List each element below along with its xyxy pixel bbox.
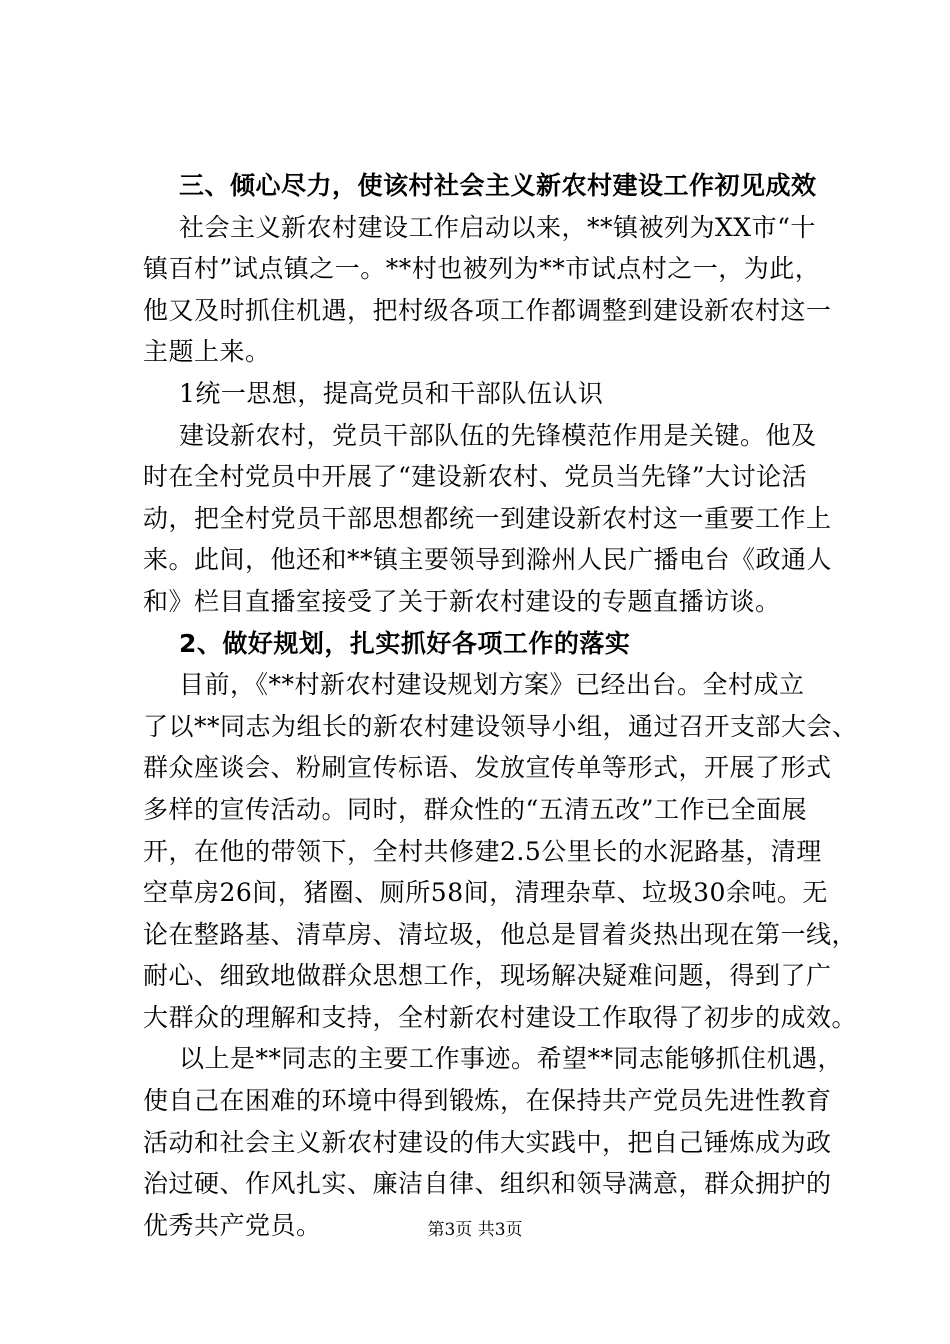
paragraph-line: 使自己在困难的环境中得到锻炼，在保持共产党员先进性教育 xyxy=(143,1086,832,1116)
paragraph-line: 群众座谈会、粉刷宣传标语、发放宣传单等形式，开展了形式 xyxy=(143,753,832,783)
paragraph-line: 空草房26间，猪圈、厕所58间，清理杂草、垃圾30余吨。无 xyxy=(143,878,828,908)
paragraph-line: 他又及时抓住机遇，把村级各项工作都调整到建设新农村这一 xyxy=(143,295,832,325)
paragraph-line: 目前，《**村新农村建设规划方案》已经出台。全村成立 xyxy=(179,670,805,700)
paragraph-line: 大群众的理解和支持，全村新农村建设工作取得了初步的成效。 xyxy=(143,1002,858,1032)
paragraph-line: 优秀共产党员。 xyxy=(143,1210,322,1240)
paragraph-line: 时在全村党员中开展了“建设新农村、党员当先锋”大讨论活 xyxy=(143,462,808,492)
paragraph-line: 了以**同志为组长的新农村建设领导小组，通过召开支部大会、 xyxy=(143,711,858,741)
paragraph-line: 镇百村”试点镇之一。**村也被列为**市试点村之一，为此， xyxy=(143,254,821,284)
section-heading-line: 三、倾心尽力，使该村社会主义新农村建设工作初见成效 xyxy=(179,171,817,200)
paragraph-line: 以上是**同志的主要工作事迹。希望**同志能够抓住机遇， xyxy=(179,1044,844,1074)
paragraph-line: 来。此间，他还和**镇主要领导到滁州人民广播电台《政通人 xyxy=(143,545,833,575)
paragraph-line: 动，把全村党员干部思想都统一到建设新农村这一重要工作上 xyxy=(143,503,832,533)
paragraph-line: 多样的宣传活动。同时，群众性的“五清五改”工作已全面展 xyxy=(143,794,808,824)
paragraph-line: 和》栏目直播室接受了关于新农村建设的专题直播访谈。 xyxy=(143,586,781,616)
paragraph-line: 活动和社会主义新农村建设的伟大实践中，把自己锤炼成为政 xyxy=(143,1127,832,1157)
paragraph-line: 开，在他的带领下，全村共修建2.5公里长的水泥路基，清理 xyxy=(143,836,822,866)
paragraph-line: 1统一思想，提高党员和干部队伍认识 xyxy=(179,378,604,408)
document-body xyxy=(143,165,858,1246)
paragraph-line: 社会主义新农村建设工作启动以来，**镇被列为XX市“十 xyxy=(179,212,816,242)
paragraph-line: 主题上来。 xyxy=(143,337,271,367)
paragraph-line: 论在整路基、清草房、清垃圾，他总是冒着炎热出现在第一线， xyxy=(143,919,858,949)
paragraph-line: 建设新农村，党员干部队伍的先锋模范作用是关键。他及 xyxy=(179,420,817,450)
section-heading-line: 2、做好规划，扎实抓好各项工作的落实 xyxy=(179,628,631,658)
page-number-footer: 第3页 共3页 xyxy=(427,1220,523,1240)
paragraph-line: 耐心、细致地做群众思想工作，现场解决疑难问题，得到了广 xyxy=(143,961,832,991)
paragraph-line: 治过硬、作风扎实、廉洁自律、组织和领导满意，群众拥护的 xyxy=(143,1169,832,1199)
